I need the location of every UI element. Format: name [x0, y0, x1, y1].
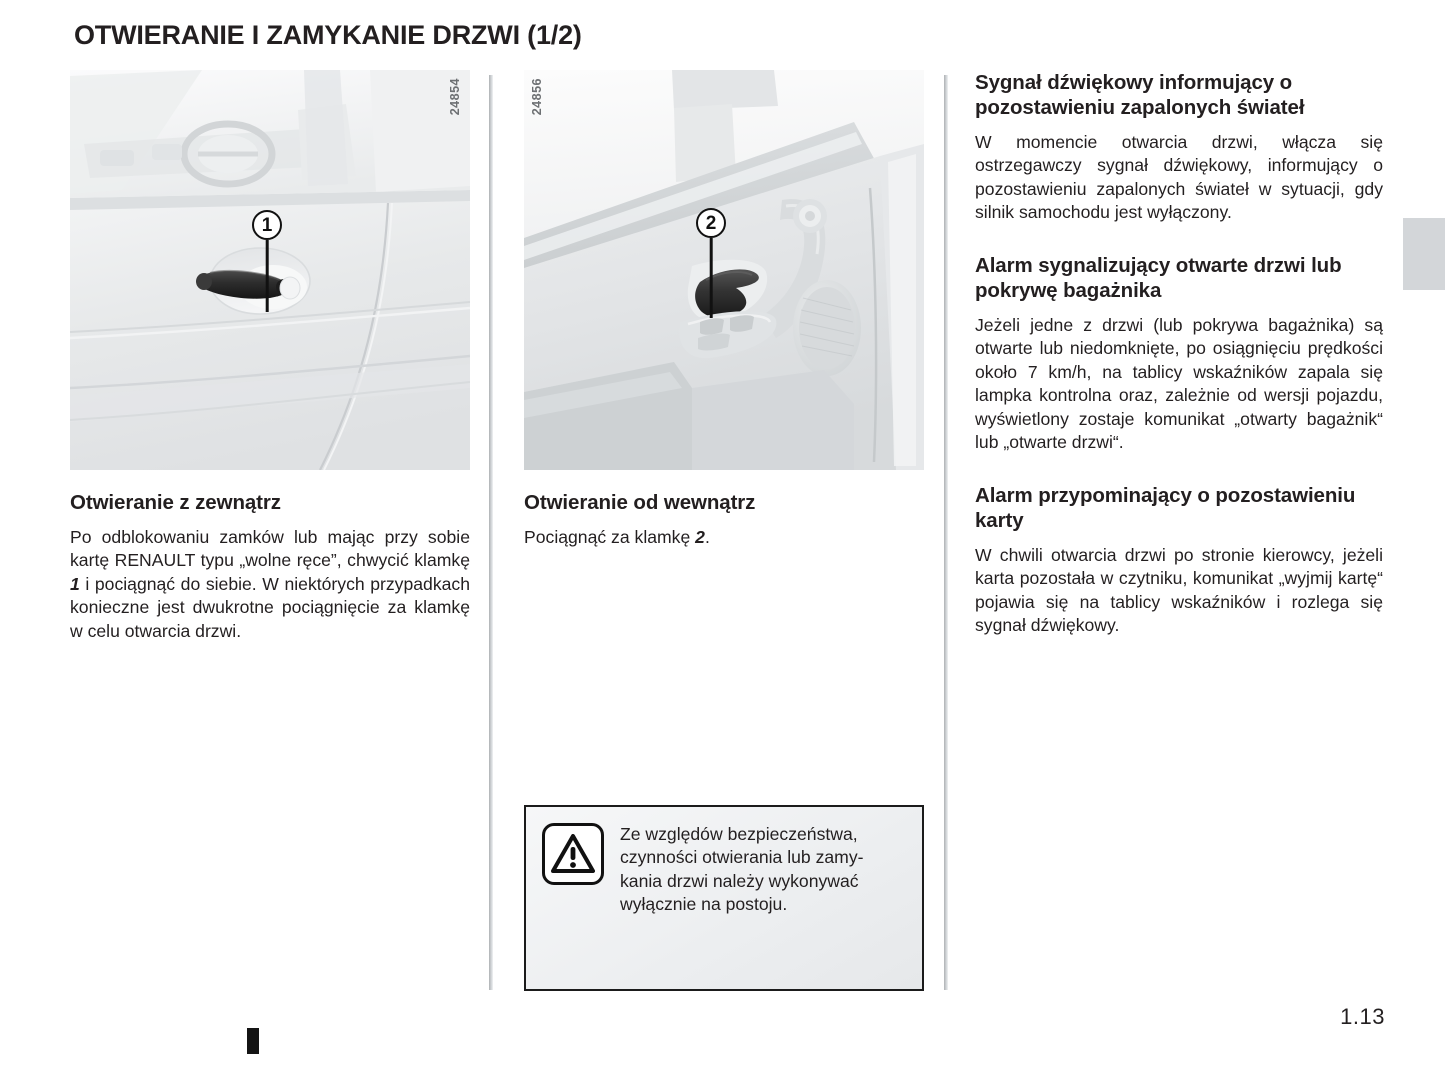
warning-line-1: Ze względów bezpieczeństwa, [620, 824, 858, 844]
warning-line-4: wyłącznie na postoju. [620, 894, 788, 915]
figure-code: 24856 [530, 78, 544, 116]
column-separator-1 [489, 75, 493, 990]
callout-leader-line [710, 238, 713, 318]
figure-exterior-door-handle [70, 70, 470, 470]
section-light-on-buzzer [975, 70, 1383, 225]
warning-line-2: czynności otwierania lub zamy- [620, 847, 864, 868]
warning-triangle-icon [542, 823, 604, 885]
paragraph-card-reminder-alarm: W chwili otwarcia drzwi po stronie kierowcy, jeżeli karta pozostała w czytniku, komunikat „wyjmij kartę“ pojawia się na tablicy wskaźników i rozlega się sygnał dźwiękowy. [975, 544, 1383, 636]
paragraph-text-part1: Pociągnąć za klamkę [524, 527, 696, 547]
callout-leader-line [266, 240, 269, 312]
heading-opening-from-outside: Otwieranie z zewnątrz [70, 491, 281, 514]
column-right [975, 70, 1383, 638]
page-number: 1.13 [1340, 1004, 1385, 1029]
heading-light-on-buzzer: Sygnał dźwiękowy informujący o pozostawieniu zapalonych świateł [975, 71, 1305, 119]
exterior-door-illustration [70, 70, 470, 470]
paragraph-text-part2: i pociągnąć do siebie. W niektórych przypadkach konieczne jest dwukrotne pociągnięcie za klamkę w celu otwarcia drzwi. [70, 573, 470, 641]
section-card-reminder-alarm [975, 483, 1383, 638]
callout-marker-2 [696, 208, 726, 238]
figure-interior-door-handle [524, 70, 924, 470]
callout-marker-1 [252, 210, 282, 240]
warning-triangle-glyph [551, 834, 595, 874]
paragraph-opening-from-inside [524, 526, 924, 549]
part-reference-2: 2 [695, 527, 705, 547]
paragraph-text-part1: Po odblokowaniu zamków lub mając przy sobie kartę RENAULT typu „wolne ręce”, chwycić klamkę [70, 527, 470, 571]
callout-number: 1 [252, 210, 282, 240]
paragraph-open-door-alarm: Jeżeli jedne z drzwi (lub pokrywa bagażnika) są otwarte lub niedomknięte, po osiągnięciu prędkości około 7 km/h, na tablicy wskaźników zapala się lampka kontrolna oraz, zależnie od wersji pojazdu, wyświetlony zostaje komunikat „otwarty bagażnik“ lub „otwarte drzwi“. [975, 314, 1383, 453]
paragraph-text-part2: . [704, 527, 710, 547]
heading-card-reminder-alarm: Alarm przypominający o pozostawieniu karty [975, 483, 1356, 532]
heading-opening-from-inside: Otwieranie od wewnątrz [524, 491, 756, 514]
column-left [70, 70, 470, 643]
paragraph-opening-from-outside [70, 526, 470, 643]
figure-code: 24854 [448, 78, 462, 116]
chapter-edge-tab [1403, 218, 1445, 290]
column-middle [524, 70, 924, 549]
interior-door-illustration [524, 70, 924, 470]
callout-number: 2 [696, 208, 726, 238]
paragraph-light-on-buzzer: W momencie otwarcia drzwi, włącza się ostrzegawczy sygnał dźwiękowy, informujący o pozostawieniu zapalonych świateł w sytuacji, gdy silnik samochodu jest wyłączony. [975, 132, 1383, 223]
warning-text [620, 823, 863, 917]
column-separator-2 [944, 75, 948, 990]
registration-mark [247, 1028, 259, 1054]
safety-warning-box [524, 805, 924, 991]
part-reference-1: 1 [70, 573, 80, 594]
page-title: OTWIERANIE I ZAMYKANIE DRZWI (1/2) [74, 20, 582, 50]
warning-line-3: kania drzwi należy wykonywać [620, 870, 859, 891]
section-open-door-alarm [975, 253, 1383, 455]
heading-open-door-alarm: Alarm sygnalizujący otwarte drzwi lub pokrywę bagażnika [975, 253, 1342, 302]
